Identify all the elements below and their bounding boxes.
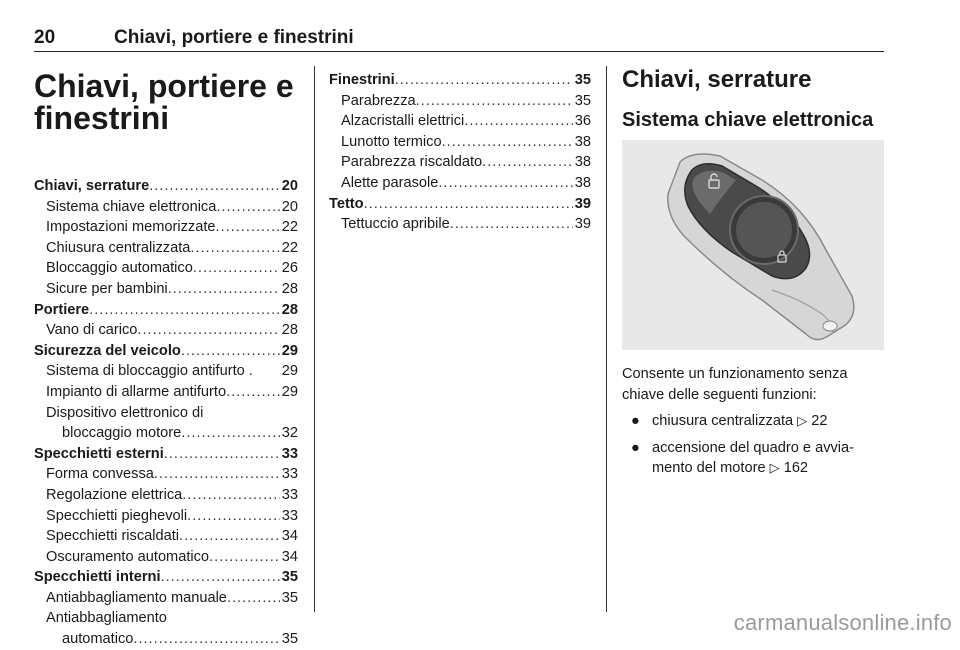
toc-page: 26 (281, 260, 298, 277)
page-reference-link[interactable]: 22 (811, 413, 828, 430)
toc-entry[interactable] (34, 279, 298, 300)
toc-leader (395, 70, 573, 91)
list-item-text: mento del motore (652, 460, 766, 477)
toc-page: 33 (281, 486, 298, 503)
toc-page: 34 (281, 548, 298, 565)
toc-label: Impostazioni memorizzate (46, 219, 216, 236)
toc-label: Chiavi, serrature (34, 178, 150, 194)
toc-entry[interactable] (329, 214, 591, 235)
toc-leader (226, 382, 280, 403)
toc-label: Specchietti interni (34, 569, 161, 586)
toc-page: 36 (574, 113, 591, 130)
toc-entry[interactable] (34, 341, 298, 362)
toc-page: 28 (281, 280, 298, 297)
toc-entry[interactable] (34, 238, 298, 259)
intro-line-2: chiave delle seguenti funzioni: (622, 386, 817, 403)
column-divider-right (606, 66, 607, 612)
toc-entry[interactable] (34, 217, 298, 238)
toc-entry[interactable] (34, 547, 298, 568)
toc-label: Sicurezza del veicolo (34, 342, 181, 359)
toc-page: 38 (574, 133, 591, 150)
toc-page: 33 (281, 466, 298, 483)
toc-entry[interactable] (329, 132, 591, 153)
toc-leader (190, 238, 279, 259)
toc-leader (181, 423, 280, 444)
toc-page: 35 (281, 569, 298, 586)
toc-label: bloccaggio motore (62, 425, 182, 442)
toc-leader (227, 588, 280, 609)
toc-leader (438, 173, 572, 194)
watermark: carmanualsonline.info (733, 610, 952, 635)
toc-column-2 (329, 70, 591, 235)
toc-page: 35 (281, 589, 298, 606)
toc-label: Specchietti riscaldati (46, 528, 180, 545)
toc-label: Portiere (34, 301, 90, 318)
toc-page: 20 (281, 198, 298, 215)
toc-label: automatico (62, 631, 134, 648)
cross-reference-arrow-icon: ▷ (769, 460, 780, 476)
list-item (622, 438, 886, 479)
toc-label: Parabrezza (341, 92, 416, 109)
toc-page: 22 (281, 239, 298, 256)
toc-leader (364, 194, 573, 215)
toc-label: Alzacristalli elettrici (341, 113, 465, 130)
electronic-key-fob-illustration (622, 140, 884, 350)
list-item-text: chiusura centralizzata (652, 413, 794, 430)
toc-page: 32 (281, 425, 298, 442)
toc-leader (182, 485, 279, 506)
toc-leader (442, 132, 573, 153)
toc-entry[interactable] (34, 300, 298, 321)
toc-page: 38 (574, 154, 591, 171)
toc-page: 28 (281, 322, 298, 339)
toc-page: 38 (574, 174, 591, 191)
toc-leader (209, 547, 280, 568)
content-column (622, 66, 886, 485)
toc-page: 29 (281, 342, 298, 359)
function-list (622, 411, 886, 479)
page-reference-link[interactable]: 162 (783, 460, 809, 477)
toc-label: Specchietti esterni (34, 445, 164, 462)
toc-leader (168, 279, 280, 300)
bullet-icon: ● (631, 413, 640, 430)
toc-entry[interactable] (34, 464, 298, 485)
toc-label: Regolazione elettrica (46, 486, 183, 503)
toc-leader (161, 567, 280, 588)
toc-leader (464, 111, 573, 132)
toc-page: 20 (281, 178, 298, 194)
toc-entry[interactable] (34, 176, 298, 197)
toc-page: 29 (281, 363, 298, 380)
toc-label: Finestrini (329, 72, 395, 88)
toc-page: 35 (574, 72, 591, 88)
toc-page: 35 (281, 631, 298, 648)
toc-entry[interactable] (34, 382, 298, 403)
toc-label: Alette parasole (341, 174, 439, 191)
toc-column-1 (34, 70, 298, 650)
toc-entry[interactable] (329, 111, 591, 132)
toc-label: Tettuccio apribile (341, 216, 450, 233)
toc-label: Sistema chiave elettronica (46, 198, 217, 215)
toc-leader (137, 320, 279, 341)
toc-entry[interactable] (34, 423, 298, 444)
toc-leader (181, 341, 280, 362)
toc-leader (149, 176, 280, 197)
chapter-title-line-1: Chiavi, portiere e (34, 68, 294, 104)
toc-entry[interactable] (34, 629, 298, 650)
toc-entry[interactable] (34, 361, 298, 382)
subsection-heading: Sistema chiave elettronica (622, 109, 874, 131)
list-item-text: accensione del quadro e avvia- (652, 439, 855, 456)
toc-page: 34 (281, 528, 298, 545)
chapter-title-line-2: finestrini (34, 100, 170, 136)
toc-leader (482, 152, 573, 173)
toc-page: 28 (281, 301, 298, 318)
toc-entry[interactable] (34, 197, 298, 218)
toc-label: Specchietti pieghevoli (46, 507, 188, 524)
toc-leader (179, 526, 280, 547)
toc-leader (133, 629, 279, 650)
toc-label: Vano di carico (46, 322, 138, 339)
toc-leader (216, 217, 280, 238)
toc-label: Antiabbagliamento manuale (46, 589, 227, 606)
toc-entry[interactable] (329, 173, 591, 194)
toc-label: Bloccaggio automatico (46, 260, 193, 277)
toc-label: Sicure per bambini (46, 280, 168, 297)
toc-leader (193, 258, 280, 279)
toc-leader (187, 506, 280, 527)
toc-entry[interactable] (34, 320, 298, 341)
toc-page: 22 (281, 219, 298, 236)
toc-entry[interactable] (34, 444, 298, 465)
column-divider-left (314, 66, 315, 612)
toc-entry[interactable] (34, 588, 298, 609)
list-item (622, 411, 886, 432)
header-title: Chiavi, portiere e finestrini (114, 27, 354, 48)
toc-entry[interactable] (34, 506, 298, 527)
toc-label: Forma convessa (46, 466, 154, 483)
toc-label: Parabrezza riscaldato (341, 154, 483, 171)
bullet-icon: ● (631, 439, 640, 456)
toc-leader (89, 300, 280, 321)
toc-leader (416, 91, 573, 112)
toc-label: Impianto di allarme antifurto (46, 383, 227, 400)
toc-label: Oscuramento automatico (46, 548, 210, 565)
toc-entry[interactable] (329, 91, 591, 112)
toc-label: Chiusura centralizzata (46, 239, 191, 256)
toc-entry[interactable] (34, 567, 298, 588)
toc-page: 33 (281, 507, 298, 524)
toc-leader (450, 214, 573, 235)
toc-page: 29 (281, 383, 298, 400)
toc-leader (154, 464, 280, 485)
toc-entry-continued[interactable]: Antiabbagliamento (46, 610, 167, 627)
toc-entry[interactable] (34, 526, 298, 547)
toc-entry[interactable] (329, 194, 591, 215)
toc-entry-continued[interactable]: Dispositivo elettronico di (46, 404, 204, 421)
toc-label: Sistema di bloccaggio antifurto . (46, 363, 253, 380)
toc-entry[interactable] (329, 70, 591, 91)
page-number: 20 (34, 27, 56, 48)
intro-line-1: Consente un funzionamento senza (622, 366, 848, 382)
page-header (34, 27, 884, 52)
toc-leader (216, 197, 279, 218)
toc-page: 39 (574, 216, 591, 233)
toc-label: Lunotto termico (341, 133, 442, 150)
intro-paragraph (622, 364, 886, 405)
toc-entry[interactable] (34, 485, 298, 506)
toc-entry[interactable] (34, 258, 298, 279)
chapter-title (34, 70, 298, 134)
toc-entry[interactable] (329, 152, 591, 173)
section-heading: Chiavi, serrature (622, 66, 812, 93)
toc-page: 39 (574, 195, 591, 212)
cross-reference-arrow-icon: ▷ (797, 413, 808, 429)
toc-label: Tetto (329, 195, 364, 212)
toc-page: 35 (574, 92, 591, 109)
toc-page: 33 (281, 445, 298, 462)
toc-leader (164, 444, 280, 465)
